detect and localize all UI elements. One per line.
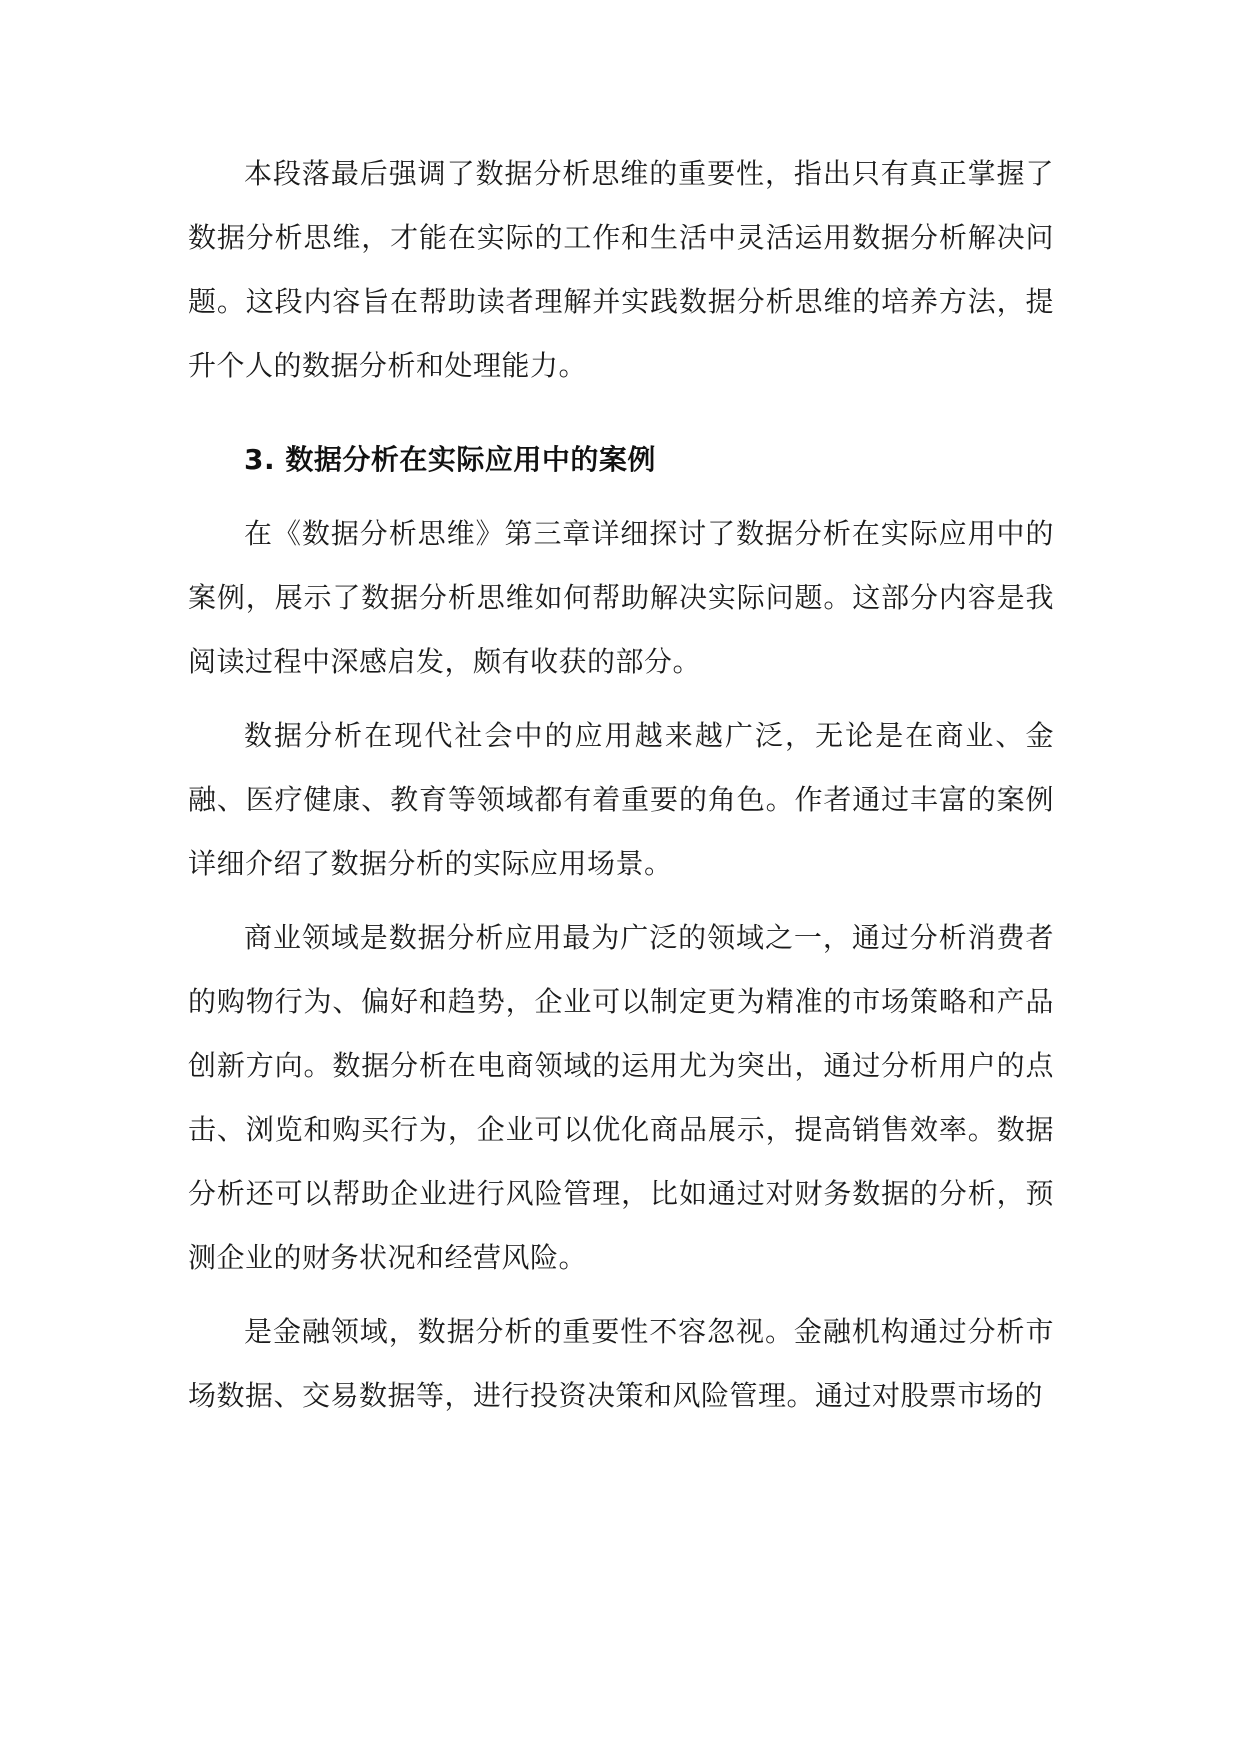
paragraph-business: 商业领域是数据分析应用最为广泛的领域之一，通过分析消费者的购物行为、偏好和趋势，企业可以制定更为精准的市场策略和产品创新方向。数据分析在电商领域的运用尤为突出，通过分析用户的点击、浏览和购买行为，企业可以优化商品展示，提高销售效率。数据分析还可以帮助企业进行风险管理，比如通过对财务数据的分析，预测企业的财务状况和经营风险。	[188, 921, 1054, 1274]
section-heading: 3. 数据分析在实际应用中的案例	[244, 443, 656, 476]
paragraph-applications: 数据分析在现代社会中的应用越来越广泛，无论是在商业、金融、医疗健康、教育等领域都有着重要的角色。作者通过丰富的案例详细介绍了数据分析的实际应用场景。	[188, 719, 1054, 880]
paragraph-summary: 本段落最后强调了数据分析思维的重要性，指出只有真正掌握了数据分析思维，才能在实际的工作和生活中灵活运用数据分析解决问题。这段内容旨在帮助读者理解并实践数据分析思维的培养方法，提升个人的数据分析和处理能力。	[188, 157, 1054, 382]
document-body	[188, 142, 1054, 1438]
paragraph-intro: 在《数据分析思维》第三章详细探讨了数据分析在实际应用中的案例，展示了数据分析思维如何帮助解决实际问题。这部分内容是我阅读过程中深感启发，颇有收获的部分。	[188, 517, 1054, 678]
paragraph-finance: 是金融领域，数据分析的重要性不容忽视。金融机构通过分析市场数据、交易数据等，进行投资决策和风险管理。通过对股票市场的	[188, 1315, 1054, 1412]
